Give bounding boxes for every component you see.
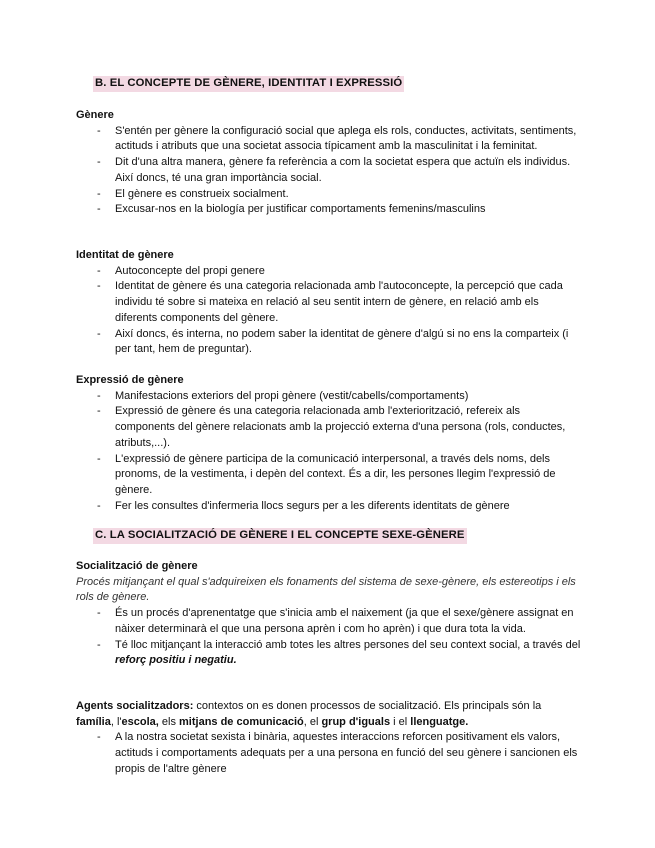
subheading: Expressió de gènere [76,374,184,386]
list-item: - Fer les consultes d'infermeria llocs segurs per a les diferents identitats de gènere [97,499,510,512]
section-identitat [76,248,581,358]
section-expressio [76,373,581,514]
list-item: - L'expressió de gènere participa de la comunicació interpersonal, a través dels noms, dels pronoms, de la vestimenta, i depèn del context. És a dir, les persones llegim l'expressió de gènere. [97,452,556,496]
list-item: - Així doncs, és interna, no podem saber la identitat de gènere d'algú si no ens la comparteix (i per tant, hem de preguntar). [97,327,569,356]
list-item: - Manifestacions exteriors del propi gènere (vestit/cabells/comportaments) [97,389,469,402]
list-item: - A la nostra societat sexista i binària, aquestes interaccions reforcen positivament els valors, actituds i comportaments adequats per a una persona en funció del seu gènere i sancionen els propis de l'altre gènere [97,731,578,775]
list-item: - Dit d'una altra manera, gènere fa referència a com la societat espera que actuïn els individus. Així doncs, té una gran importància social. [97,156,571,184]
agents-paragraph: Agents socialitzadors: contextos on es donen processos de socialització. Els principals són la família, l'escola, els mitjans de comunicació, el grup d'iguals i el llenguatge. [76,700,542,728]
list-item: - Identitat de gènere és una categoria relacionada amb l'autoconcepte, la percepció que cada individu té sobre si mateixa en relació al seu sentit intern de gènere, en relació amb els diferents components del gènere. [97,280,563,324]
list-item: - És un procés d'aprenentatge que s'inicia amb el naixement (ja que el sexe/gènere assignat en nàixer determinarà el que una persona aprèn i com ho aprèn) i que dura tota la vida. [97,607,574,635]
list-item: - Autoconcepte del propi genere [97,264,265,277]
section-genere [76,108,581,218]
section-socialitzacio [76,559,581,669]
heading-c: C. LA SOCIALITZACIÓ DE GÈNERE I EL CONCEPTE SEXE-GÈNERE [76,528,467,544]
subheading: Gènere [76,109,114,121]
definition: Procés mitjançant el qual s'adquireixen els fonaments del sistema de sexe-gènere, els estereotips i els rols de gènere. [76,575,576,604]
list-item: - Té lloc mitjançant la interacció amb totes les altres persones del seu context social, a través del reforç positiu i negatiu. [97,638,581,667]
list-item: - S'entén per gènere la configuració social que aplega els rols, conductes, activitats, sentiments, actituds i atributs que una societat associa típicament amb la masculinitat i la feminitat. [97,124,577,153]
section-agents [76,699,581,778]
subheading: Socialització de gènere [76,560,198,572]
list-item: - Expressió de gènere és una categoria relacionada amb l'exteriorització, refereix als components del gènere relacionats amb la projecció externa d'una persona (rols, conductes, atributs,...). [97,405,566,449]
heading-b: B. EL CONCEPTE DE GÈNERE, IDENTITAT I EXPRESSIÓ [76,76,404,92]
list-item: - Excusar-nos en la biología per justificar comportaments femenins/masculins [97,203,486,216]
subheading: Identitat de gènere [76,249,174,261]
list-item: - El gènere es construeix socialment. [97,187,289,200]
